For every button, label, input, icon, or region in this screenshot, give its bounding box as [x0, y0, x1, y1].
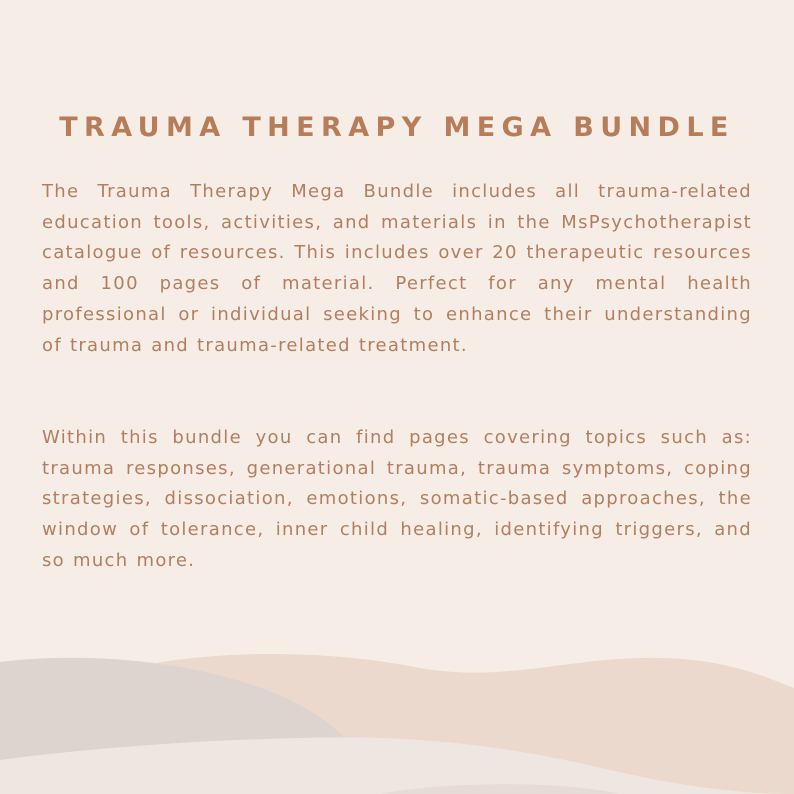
topics-paragraph: Within this bundle you can find pages covering topics such as: trauma responses, generational trauma, trauma symptoms, coping strategies, dissociation, emotions, somatic-based approaches, the window of tolerance, inner child healing, identifying triggers, and so much more.	[42, 427, 752, 571]
page-title: TRAUMA THERAPY MEGA BUNDLE	[59, 112, 735, 143]
decorative-waves	[0, 630, 794, 794]
description-paragraph: The Trauma Therapy Mega Bundle includes all trauma-related education tools, activities, and materials in the MsPsychotherapist catalogue of resources. This includes over 20 therapeutic resources and 100 pages of material. Perfect for any mental health professional or individual seeking to enhance their understanding of trauma and trauma-related treatment.	[42, 181, 752, 356]
